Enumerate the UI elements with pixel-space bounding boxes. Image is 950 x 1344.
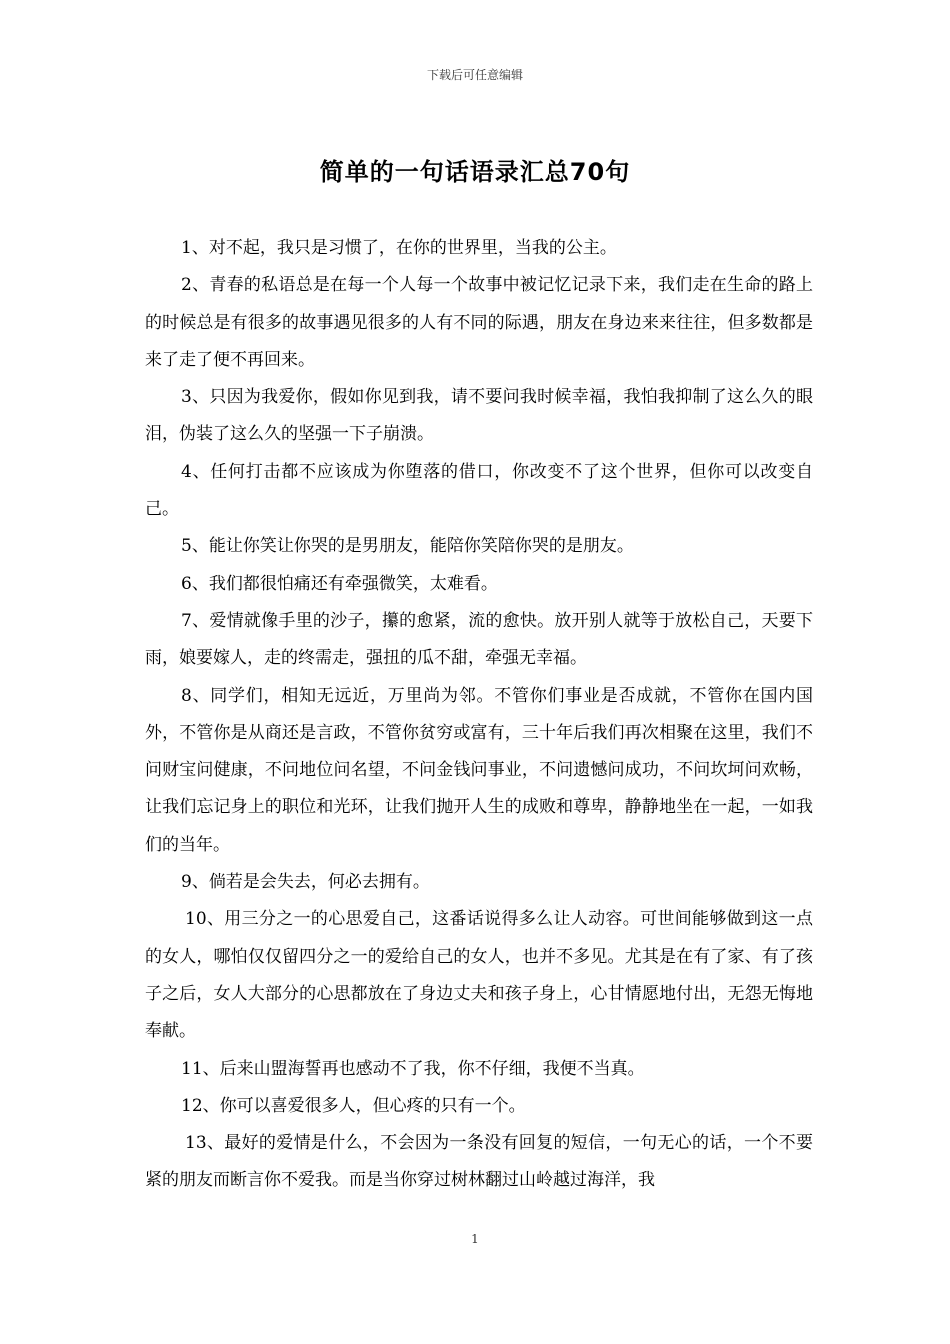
paragraph-2: 2、青春的私语总是在每一个人每一个故事中被记忆记录下来，我们走在生命的路上的时候总是有很多的故事遇见很多的人有不同的际遇，朋友在身边来来往往，但多数都是来了走了便不再回来。 [145,275,813,370]
header-note: 下载后可任意编辑 [426,68,523,82]
paragraph-1: 1、对不起，我只是习惯了，在你的世界里，当我的公主。 [181,238,617,258]
paragraph-11: 11、后来山盟海誓再也感动不了我，你不仔细，我便不当真。 [181,1058,645,1079]
paragraph-12: 12、你可以喜爱很多人，但心疼的只有一个。 [181,1095,526,1116]
document-body [145,230,813,1200]
paragraph-6: 6、我们都很怕痛还有牵强微笑，太难看。 [181,573,498,594]
paragraph-4: 4、任何打击都不应该成为你堕落的借口，你改变不了这个世界，但你可以改变自己。 [145,461,813,520]
document-title: 简单的一句话语录汇总70句 [319,158,631,186]
paragraph-8: 8、同学们，相知无远近，万里尚为邻。不管你们事业是否成就，不管你在国内国外，不管你是从商还是言政，不管你贫穷或富有，三十年后我们再次相聚在这里，我们不问财宝问健康，不问地位问名望，不问金钱问事业，不问遗憾问成功，不问坎坷问欢畅，让我们忘记身上的职位和光环，让我们抛开人生的成败和尊卑，静静地坐在一起，一如我们的当年。 [145,685,813,855]
page-number: 1 [471,1232,479,1246]
paragraph-5: 5、能让你笑让你哭的是男朋友，能陪你笑陪你哭的是朋友。 [181,536,634,557]
paragraph-7: 7、爱情就像手里的沙子，攥的愈紧，流的愈快。放开别人就等于放松自己，天要下雨，娘要嫁人，走的终需走，强扭的瓜不甜，牵强无幸福。 [145,610,813,669]
paragraph-10: 10、用三分之一的心思爱自己，这番话说得多么让人动容。可世间能够做到这一点的女人，哪怕仅仅留四分之一的爱给自己的女人，也并不多见。尤其是在有了家、有了孩子之后，女人大部分的心思都放在了身边丈夫和孩子身上，心甘情愿地付出，无怨无悔地奉献。 [145,909,813,1042]
paragraph-9: 9、倘若是会失去，何必去拥有。 [181,872,430,893]
paragraph-3: 3、只因为我爱你，假如你见到我，请不要问我时候幸福，我怕我抑制了这么久的眼泪，伪装了这么久的坚强一下子崩溃。 [145,387,813,445]
paragraph-13: 13、最好的爱情是什么，不会因为一条没有回复的短信，一句无心的话，一个不要紧的朋友而断言你不爱我。而是当你穿过树林翻过山岭越过海洋，我 [145,1133,813,1191]
